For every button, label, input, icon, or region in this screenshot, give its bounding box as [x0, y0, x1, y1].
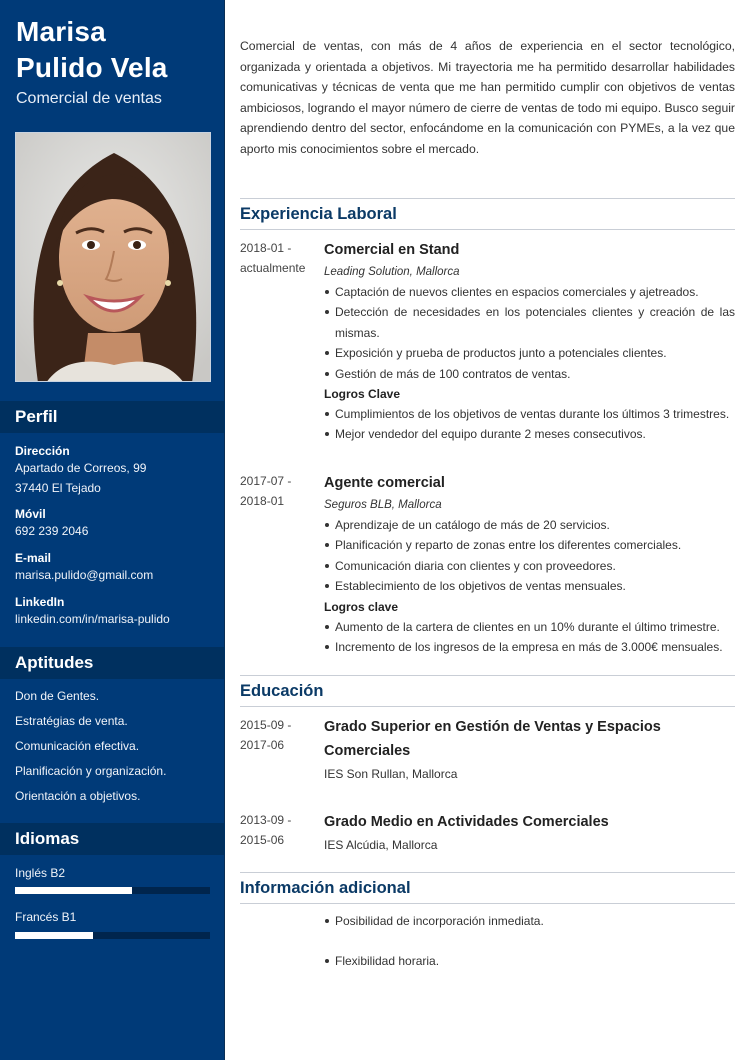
job-title: Comercial de ventas [16, 90, 162, 107]
address-value [15, 458, 146, 498]
skill-item: Don de Gentes. [15, 689, 100, 703]
education-heading: Educación [240, 675, 735, 707]
list-item: Flexibilidad horaria. [324, 951, 735, 971]
date-to: actualmente [240, 261, 306, 275]
job-role: Comercial en Stand [324, 242, 460, 258]
language-level-fill [15, 887, 132, 894]
list-item: Captación de nuevos clientes en espacios comerciales y ajetreados. [324, 282, 735, 302]
job-duties [324, 515, 735, 597]
degree-title: Grado Superior en Gestión de Ventas y Espacios Comerciales [324, 719, 661, 759]
date-from: 2017-07 - [240, 474, 292, 488]
degree-title: Grado Medio en Actividades Comerciales [324, 814, 609, 830]
list-item: Mejor vendedor del equipo durante 2 meses consecutivos. [324, 424, 735, 444]
list-item: Planificación y reparto de zonas entre los diferentes comerciales. [324, 535, 735, 555]
job-dates [240, 238, 320, 278]
list-item: Gestión de más de 100 contratos de ventas. [324, 364, 735, 384]
name-first: Marisa [16, 16, 106, 47]
job-content [324, 238, 735, 445]
address-line-2: 37440 El Tejado [15, 481, 101, 495]
profile-photo [15, 132, 211, 382]
additional-info-list [324, 911, 735, 972]
skill-item: Planificación y organización. [15, 764, 167, 778]
job-dates [240, 471, 320, 511]
school-name: IES Alcúdia, Mallorca [324, 838, 438, 852]
additional-info-content [324, 911, 735, 992]
achievements-label: Logros Clave [324, 387, 401, 402]
languages-heading: Idiomas [0, 823, 225, 855]
education-content [324, 810, 735, 856]
name-last: Pulido Vela [16, 52, 168, 83]
job-achievements [324, 617, 735, 658]
skill-item: Orientación a objetivos. [15, 789, 141, 803]
language-english-bar [15, 887, 210, 894]
linkedin-value[interactable]: linkedin.com/in/marisa-pulido [15, 612, 170, 626]
education-dates [240, 715, 320, 755]
skill-item: Estratégias de venta. [15, 714, 128, 728]
achievements-label: Logros clave [324, 599, 399, 614]
phone-value: 692 239 2046 [15, 524, 89, 538]
job-company: Leading Solution, Mallorca [324, 266, 460, 278]
list-item: Exposición y prueba de productos junto a potenciales clientes. [324, 343, 735, 363]
address-label: Dirección [15, 444, 70, 458]
profile-heading: Perfil [0, 401, 225, 433]
date-from: 2018-01 - [240, 241, 292, 255]
job-content [324, 471, 735, 657]
address-line-1: Apartado de Correos, 99 [15, 461, 147, 475]
job-role: Agente comercial [324, 475, 445, 491]
email-label: E-mail [15, 551, 52, 565]
date-to: 2018-01 [240, 494, 285, 508]
job-duties [324, 282, 735, 384]
portrait-image [16, 133, 211, 382]
list-item: Aumento de la cartera de clientes en un 10% durante el último trimestre. [324, 617, 735, 637]
school-name: IES Son Rullan, Mallorca [324, 767, 458, 781]
list-item: Detección de necesidades en los potenciales clientes y creación de las mismas. [324, 302, 735, 343]
language-english-label: Inglés B2 [15, 866, 66, 880]
experience-heading: Experiencia Laboral [240, 198, 735, 230]
language-french-bar [15, 932, 210, 939]
candidate-name [16, 14, 216, 86]
additional-info-heading: Información adicional [240, 872, 735, 904]
email-value[interactable]: marisa.pulido@gmail.com [15, 568, 154, 582]
professional-summary: Comercial de ventas, con más de 4 años de experiencia en el sector tecnológico, organizada y orientada a objetivos. Mi trayectoria me ha permitido desarrollar habilidades comunicativas y técnicas de venta que me han permitido cumplir con objetivos de ventas ambiciosos, logrando el mayor número de cierre de ventas de todo mi equipo. Busco seguir aprendiendo dentro del sector, enfocándome en la comunicación con PYMEs, a la vez que aporto mis conocimientos sobre el mercado. [240, 39, 735, 156]
date-from: 2013-09 - [240, 813, 292, 827]
list-item: Incremento de los ingresos de la empresa en más de 3.000€ mensuales. [324, 637, 735, 657]
list-item: Posibilidad de incorporación inmediata. [324, 911, 735, 931]
job-company: Seguros BLB, Mallorca [324, 499, 442, 511]
date-from: 2015-09 - [240, 718, 292, 732]
skills-heading: Aptitudes [0, 647, 225, 679]
list-item: Comunicación diaria con clientes y con proveedores. [324, 556, 735, 576]
list-item: Cumplimientos de los objetivos de ventas durante los últimos 3 trimestres. [324, 404, 735, 424]
skill-item: Comunicación efectiva. [15, 739, 140, 753]
list-item: Aprendizaje de un catálogo de más de 20 servicios. [324, 515, 735, 535]
linkedin-label: LinkedIn [15, 595, 65, 609]
language-french-label: Francés B1 [15, 910, 77, 924]
date-to: 2017-06 [240, 738, 285, 752]
date-to: 2015-06 [240, 833, 285, 847]
education-dates [240, 810, 320, 850]
job-achievements [324, 404, 735, 445]
education-content [324, 715, 735, 785]
list-item: Establecimiento de los objetivos de ventas mensuales. [324, 576, 735, 596]
language-level-fill [15, 932, 93, 939]
sidebar [0, 0, 225, 1060]
phone-label: Móvil [15, 507, 46, 521]
